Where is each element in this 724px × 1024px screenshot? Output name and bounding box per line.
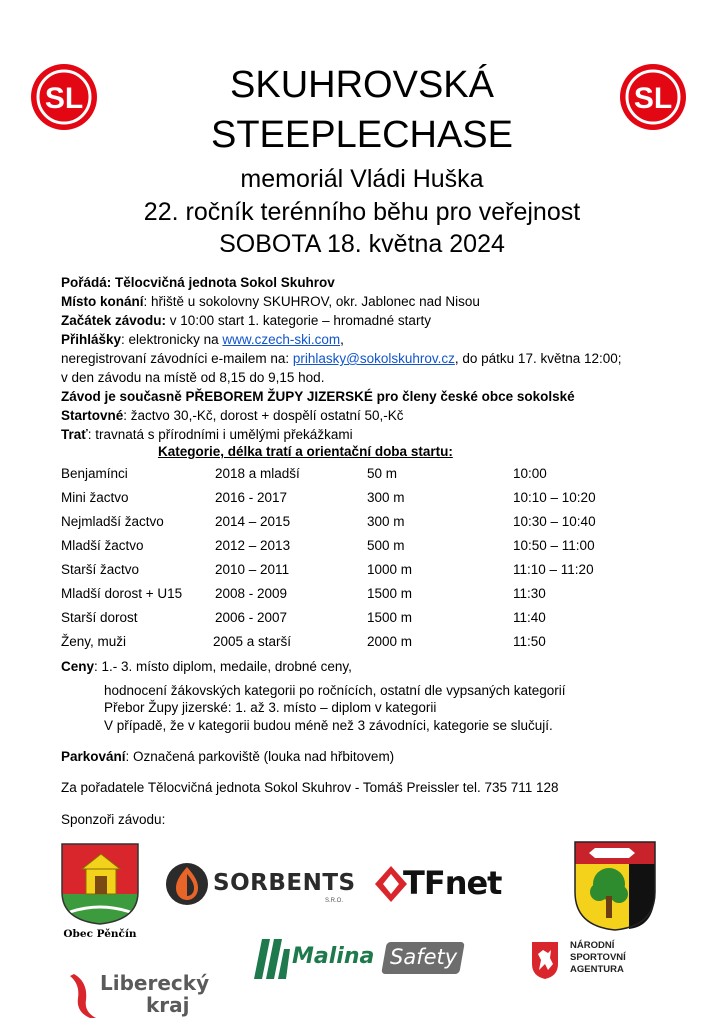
malina-safety-logo [250,938,465,980]
table-row [61,634,681,654]
category-time: 11:10 – 11:20 [513,562,594,577]
prizes-line-3: Přebor Župy jizerské: 1. až 3. místo – diplom v kategorii [104,700,437,715]
liberecky-swoosh-icon [70,972,100,1020]
category-distance: 50 m [367,466,398,481]
sorbents-drop-icon [165,862,209,906]
malina-stripes-icon [250,939,290,979]
nsa-line-1: NÁRODNÍ [570,940,615,951]
category-distance: 300 m [367,490,405,505]
liberecky-kraj-logo [70,972,215,1022]
sponsors-heading: Sponzoři závodu: [61,812,166,827]
coat-of-arms-logo [573,840,657,932]
nsa-logo [530,938,660,982]
liberecky-line-2: kraj [146,993,190,1017]
category-time: 11:30 [513,586,546,601]
sorbents-logo [165,862,360,906]
obec-pencin-logo [60,842,140,942]
category-time: 11:40 [513,610,546,625]
organizer-line: Pořádá: Tělocvičná jednota Sokol Skuhrov [61,275,335,290]
parking-line: Parkování: Označená parkoviště (louka nad hřbitovem) [61,749,395,764]
nsa-text [570,940,626,976]
malina-wordmark: Malina [292,944,375,969]
onsite-line: v den závodu na místě od 8,15 do 9,15 hod. [61,370,325,385]
nsa-line-2: SPORTOVNÍ [570,952,626,963]
category-years: 2018 a mladší [215,466,300,481]
table-row [61,586,681,606]
category-name: Mini žactvo [61,490,129,505]
category-years: 2005 a starší [213,634,292,649]
sorbents-subtext: S.R.O. [325,898,344,904]
signup-line: Přihlášky: elektronicky na www.czech-ski.com, [61,332,344,347]
table-row [61,538,681,558]
fee-line: Startovné: žactvo 30,-Kč, dorost + dospělí ostatní 50,-Kč [61,408,404,423]
category-name: Nejmladší žactvo [61,514,164,529]
email-link[interactable]: prihlasky@sokolskuhrov.cz [292,351,455,366]
tfnet-wordmark: TFnet [403,864,502,902]
title-line-2: STEEPLECHASE [211,114,513,156]
unregistered-line: neregistrovaní závodníci e-mailem na: prihlasky@sokolskuhrov.cz, do pátku 17. května 12:00; [61,351,622,366]
category-distance: 2000 m [367,634,413,649]
info-block [61,273,691,444]
categories-heading: Kategorie, délka tratí a orientační doba startu: [158,444,453,459]
event-date: SOBOTA 18. května 2024 [219,230,505,258]
svg-text:SL: SL [44,82,84,115]
category-name: Starší dorost [61,610,138,625]
prizes-line: Ceny: 1.- 3. místo diplom, medaile, drobné ceny, [61,659,352,674]
table-row [61,514,681,534]
obec-pencin-caption: Obec Pěnčín [63,928,137,940]
category-distance: 1000 m [367,562,413,577]
table-row [61,466,681,486]
tfnet-logo [375,862,505,906]
table-row [61,610,681,630]
category-name: Benjamínci [61,466,128,481]
category-years: 2016 - 2017 [215,490,288,505]
safety-wordmark: Safety [390,945,458,969]
category-time: 10:00 [513,466,547,481]
title-line-1: SKUHROVSKÁ [230,64,494,106]
edition-subtitle: 22. ročník terénního běhu pro veřejnost [143,198,581,226]
table-row [61,490,681,510]
prizes-line-2: hodnocení žákovských kategorii po ročnících, ostatní dle vypsaných kategorií [104,683,566,698]
championship-line: Závod je současně PŘEBOREM ŽUPY JIZERSKÉ pro členy české obce sokolské [61,389,575,404]
category-time: 10:30 – 10:40 [513,514,596,529]
czech-ski-link[interactable]: www.czech-ski.com [222,332,341,347]
category-time: 11:50 [513,634,546,649]
category-distance: 1500 m [367,586,413,601]
category-name: Starší žactvo [61,562,140,577]
category-name: Mladší dorost + U15 [61,586,183,601]
category-name: Ženy, muži [61,634,127,649]
category-years: 2008 - 2009 [215,586,288,601]
table-row [61,562,681,582]
svg-text:SL: SL [633,82,673,115]
category-distance: 300 m [367,514,405,529]
category-distance: 1500 m [367,610,413,625]
memorial-subtitle: memoriál Vládi Huška [240,165,484,193]
liberecky-line-1: Liberecký [100,971,210,995]
prizes-line-4: V případě, že v kategorii budou méně než 3 závodníci, kategorie se slučují. [104,718,553,733]
category-time: 10:10 – 10:20 [513,490,596,505]
liberecky-wordmark [100,972,209,1016]
nsa-line-3: AGENTURA [570,964,624,975]
category-name: Mladší žactvo [61,538,144,553]
sorbents-wordmark: SORBENTS [213,870,356,896]
czech-lion-icon [530,940,560,980]
category-years: 2012 – 2013 [215,538,291,553]
category-distance: 500 m [367,538,405,553]
category-time: 10:50 – 11:00 [513,538,595,553]
category-years: 2014 – 2015 [215,514,291,529]
venue-line: Místo konání: hřiště u sokolovny SKUHROV, okr. Jablonec nad Nisou [61,294,480,309]
track-line: Trať: travnatá s přírodními i umělými překážkami [61,427,353,442]
category-years: 2006 - 2007 [215,610,288,625]
start-line: Začátek závodu: v 10:00 start 1. kategorie – hromadné starty [61,313,431,328]
contact-line: Za pořadatele Tělocvičná jednota Sokol Skuhrov - Tomáš Preissler tel. 735 711 128 [61,780,559,795]
category-years: 2010 – 2011 [215,562,290,577]
